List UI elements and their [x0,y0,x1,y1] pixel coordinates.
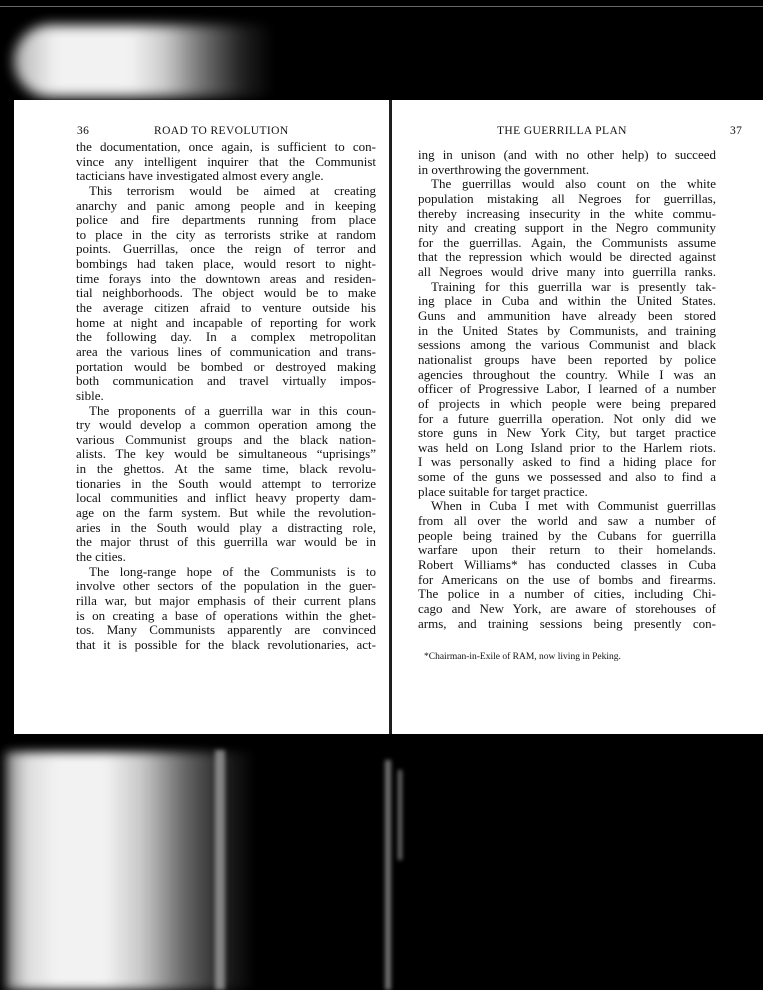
text-line: nationalist groups have been reported by police [418,351,716,367]
right-page [392,100,763,734]
left-page [14,100,390,734]
text-line: of projects in which people were being prepared [418,395,716,411]
text-line: the documentation, once again, is sufficient to con- [76,139,376,154]
text-line: anarchy and panic among people and in keeping [76,197,376,213]
text-line: warfare upon their return to their homelands. [418,542,716,558]
text-line: for Americans on the use of bombs and firearms. [418,571,716,587]
text-line: some of the guns we possessed and also to find a [418,469,716,485]
text-line: place suitable for target practice. [418,483,588,499]
text-line: tos. Many Communists apparently are convinced [76,622,376,638]
text-line: age on the farm system. But while the revolution- [76,505,376,521]
text-line: for a future guerrilla operation. Not only did we [418,410,716,426]
scan-streak [398,770,402,860]
text-line: store guns in New York City, but target practice [418,425,716,441]
text-line: tionaries in the South would attempt to terrorize [76,475,376,491]
page-body [418,148,716,631]
page-number: 37 [730,125,743,137]
text-line: nity and creating support in the Negro community [418,220,716,236]
text-line: time forays into the downtown areas and residen- [76,270,376,286]
running-head: ROAD TO REVOLUTION [154,125,289,137]
text-line: sessions among the various Communist and black [418,337,716,353]
text-line: cago and New York, are aware of storehouses of [418,600,716,616]
text-line: home at night and incapable of reporting for work [76,314,376,330]
text-line: population mistaking all Negroes for guerrillas, [418,190,716,206]
text-line: try would develop a common operation among the [76,417,376,433]
blurred-hand-top [14,25,274,97]
text-line: points. Guerrillas, once the reign of terror and [76,241,376,257]
text-line: I was personally asked to find a hiding place for [418,454,716,470]
text-line: officer of Progressive Labor, I learned of a number [418,381,716,397]
text-line: The long-range hope of the Communists is to [89,563,376,579]
text-line: was held on Long Island prior to the Harlem riots. [418,439,716,455]
text-line: the following day. In a complex metropolitan [76,329,376,345]
text-line: the major thrust of this guerrilla war would be in [76,534,376,550]
text-line: Guns and ammunition have already been stored [418,308,716,324]
text-line: in the United States by Communists, and training [418,322,716,338]
text-line: Robert Williams* has conducted classes in Cuba [418,556,716,572]
scan-streak [385,760,391,990]
text-line: people being trained by the Cubans for guerrilla [418,527,716,543]
text-line: thereby increasing insecurity in the white commu- [418,205,716,221]
text-line: agencies throughout the country. While I was an [418,366,716,382]
text-line: portation would be bombed or destroyed making [76,358,376,374]
scan-edge-line [0,6,763,7]
text-line: aries in the South would play a distracting role, [76,519,376,535]
text-line: the average citizen afraid to venture outside his [76,300,376,316]
running-head: THE GUERRILLA PLAN [497,125,627,137]
scan-streak [215,750,225,990]
text-line: The proponents of a guerrilla war in this coun- [89,402,376,418]
text-line: that it is possible for the black revolutionaries, act- [76,636,376,652]
text-line: local communities and inflict heavy property dam- [76,490,376,506]
text-line: all Negroes would drive many into guerrilla ranks. [418,264,716,280]
text-line: various Communist groups and the black nation- [76,431,376,447]
text-line: When in Cuba I met with Communist guerrillas [431,498,716,514]
text-line: tacticians have investigated almost every angle. [76,168,324,184]
text-line: sible. [76,387,104,403]
text-line: in the ghettos. At the same time, black revolu- [76,461,376,477]
page-number: 36 [77,125,90,137]
text-line: to place in the city as terrorists strike at random [76,226,376,242]
text-line: The police in a number of cities, including Chi- [418,586,716,602]
text-line: in overthrowing the government. [418,161,590,177]
text-line: arms, and training sessions being presently con- [418,615,716,631]
text-line: area the various lines of communication and trans- [76,343,376,359]
text-line: ing place in Cuba and within the United States. [418,293,716,309]
text-line: police and fire departments running from place [76,212,376,228]
page-body [76,140,376,652]
text-line: from all over the world and saw a number of [418,513,716,529]
text-line: alists. The key would be simultaneous “uprisings” [76,446,376,462]
text-line: for the guerrillas. Again, the Communists assume [418,234,716,250]
text-line: both communication and travel virtually impos- [76,373,376,389]
text-line: This terrorism would be aimed at creating [89,182,376,198]
text-line: rilla war, but major emphasis of their current plans [76,592,376,608]
text-line: is on creating a base of operations within the ghet- [76,607,376,623]
text-line: vince any intelligent inquirer that the Communist [76,153,376,169]
text-line: the cities. [76,548,126,564]
text-line: bombings had taken place, would resort to night- [76,256,376,272]
text-line: involve other sectors of the population in the guer- [76,578,376,594]
text-line: tial neighborhoods. The object would be to make [76,285,376,301]
text-line: Training for this guerrilla war is presently tak- [431,278,716,294]
text-line: The guerrillas would also count on the white [431,176,716,192]
footnote: *Chairman-in-Exile of RAM, now living in Peking. [424,652,621,662]
text-line: ing in unison (and with no other help) to succeed [418,147,716,162]
text-line: that the repression which would be directed against [418,249,716,265]
